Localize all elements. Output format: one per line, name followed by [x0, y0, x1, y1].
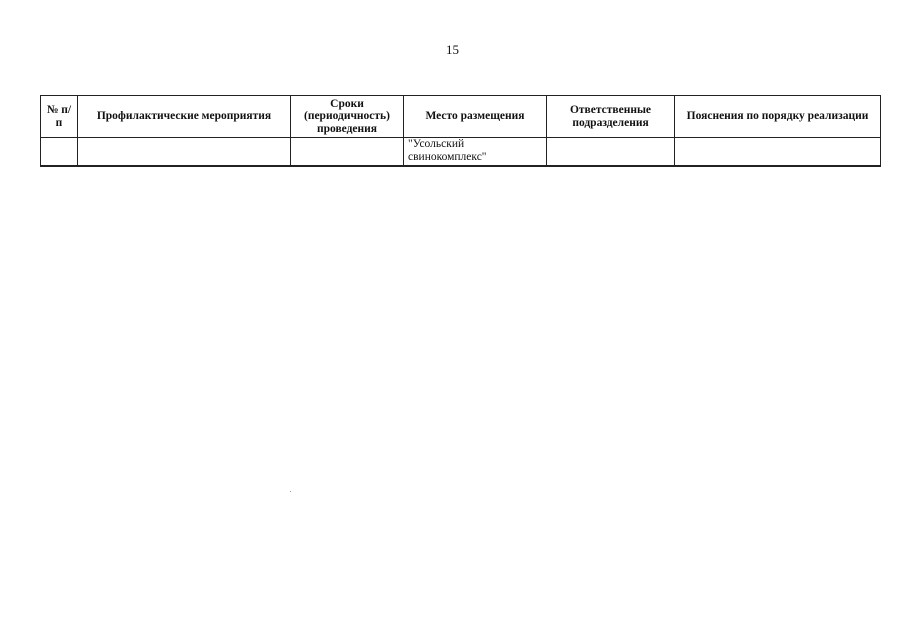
header-schedule: Сроки (периодичность) проведения	[291, 96, 404, 138]
table-header-row	[41, 96, 881, 138]
cell-number	[41, 138, 78, 167]
header-notes: Пояснения по порядку реализации	[675, 96, 881, 138]
header-location: Место размещения	[404, 96, 547, 138]
table-row	[41, 138, 881, 167]
cell-notes	[675, 138, 881, 167]
cell-schedule	[291, 138, 404, 167]
page-number: 15	[446, 42, 459, 57]
cell-measures	[78, 138, 291, 167]
scan-speck	[290, 491, 291, 492]
header-number: № п/п	[41, 96, 78, 138]
cell-location: "Усольский свинокомплекс"	[404, 138, 547, 167]
header-measures: Профилактические мероприятия	[78, 96, 291, 138]
cell-responsible	[547, 138, 675, 167]
header-responsible: Ответственные подразделения	[547, 96, 675, 138]
measures-table	[40, 95, 881, 167]
